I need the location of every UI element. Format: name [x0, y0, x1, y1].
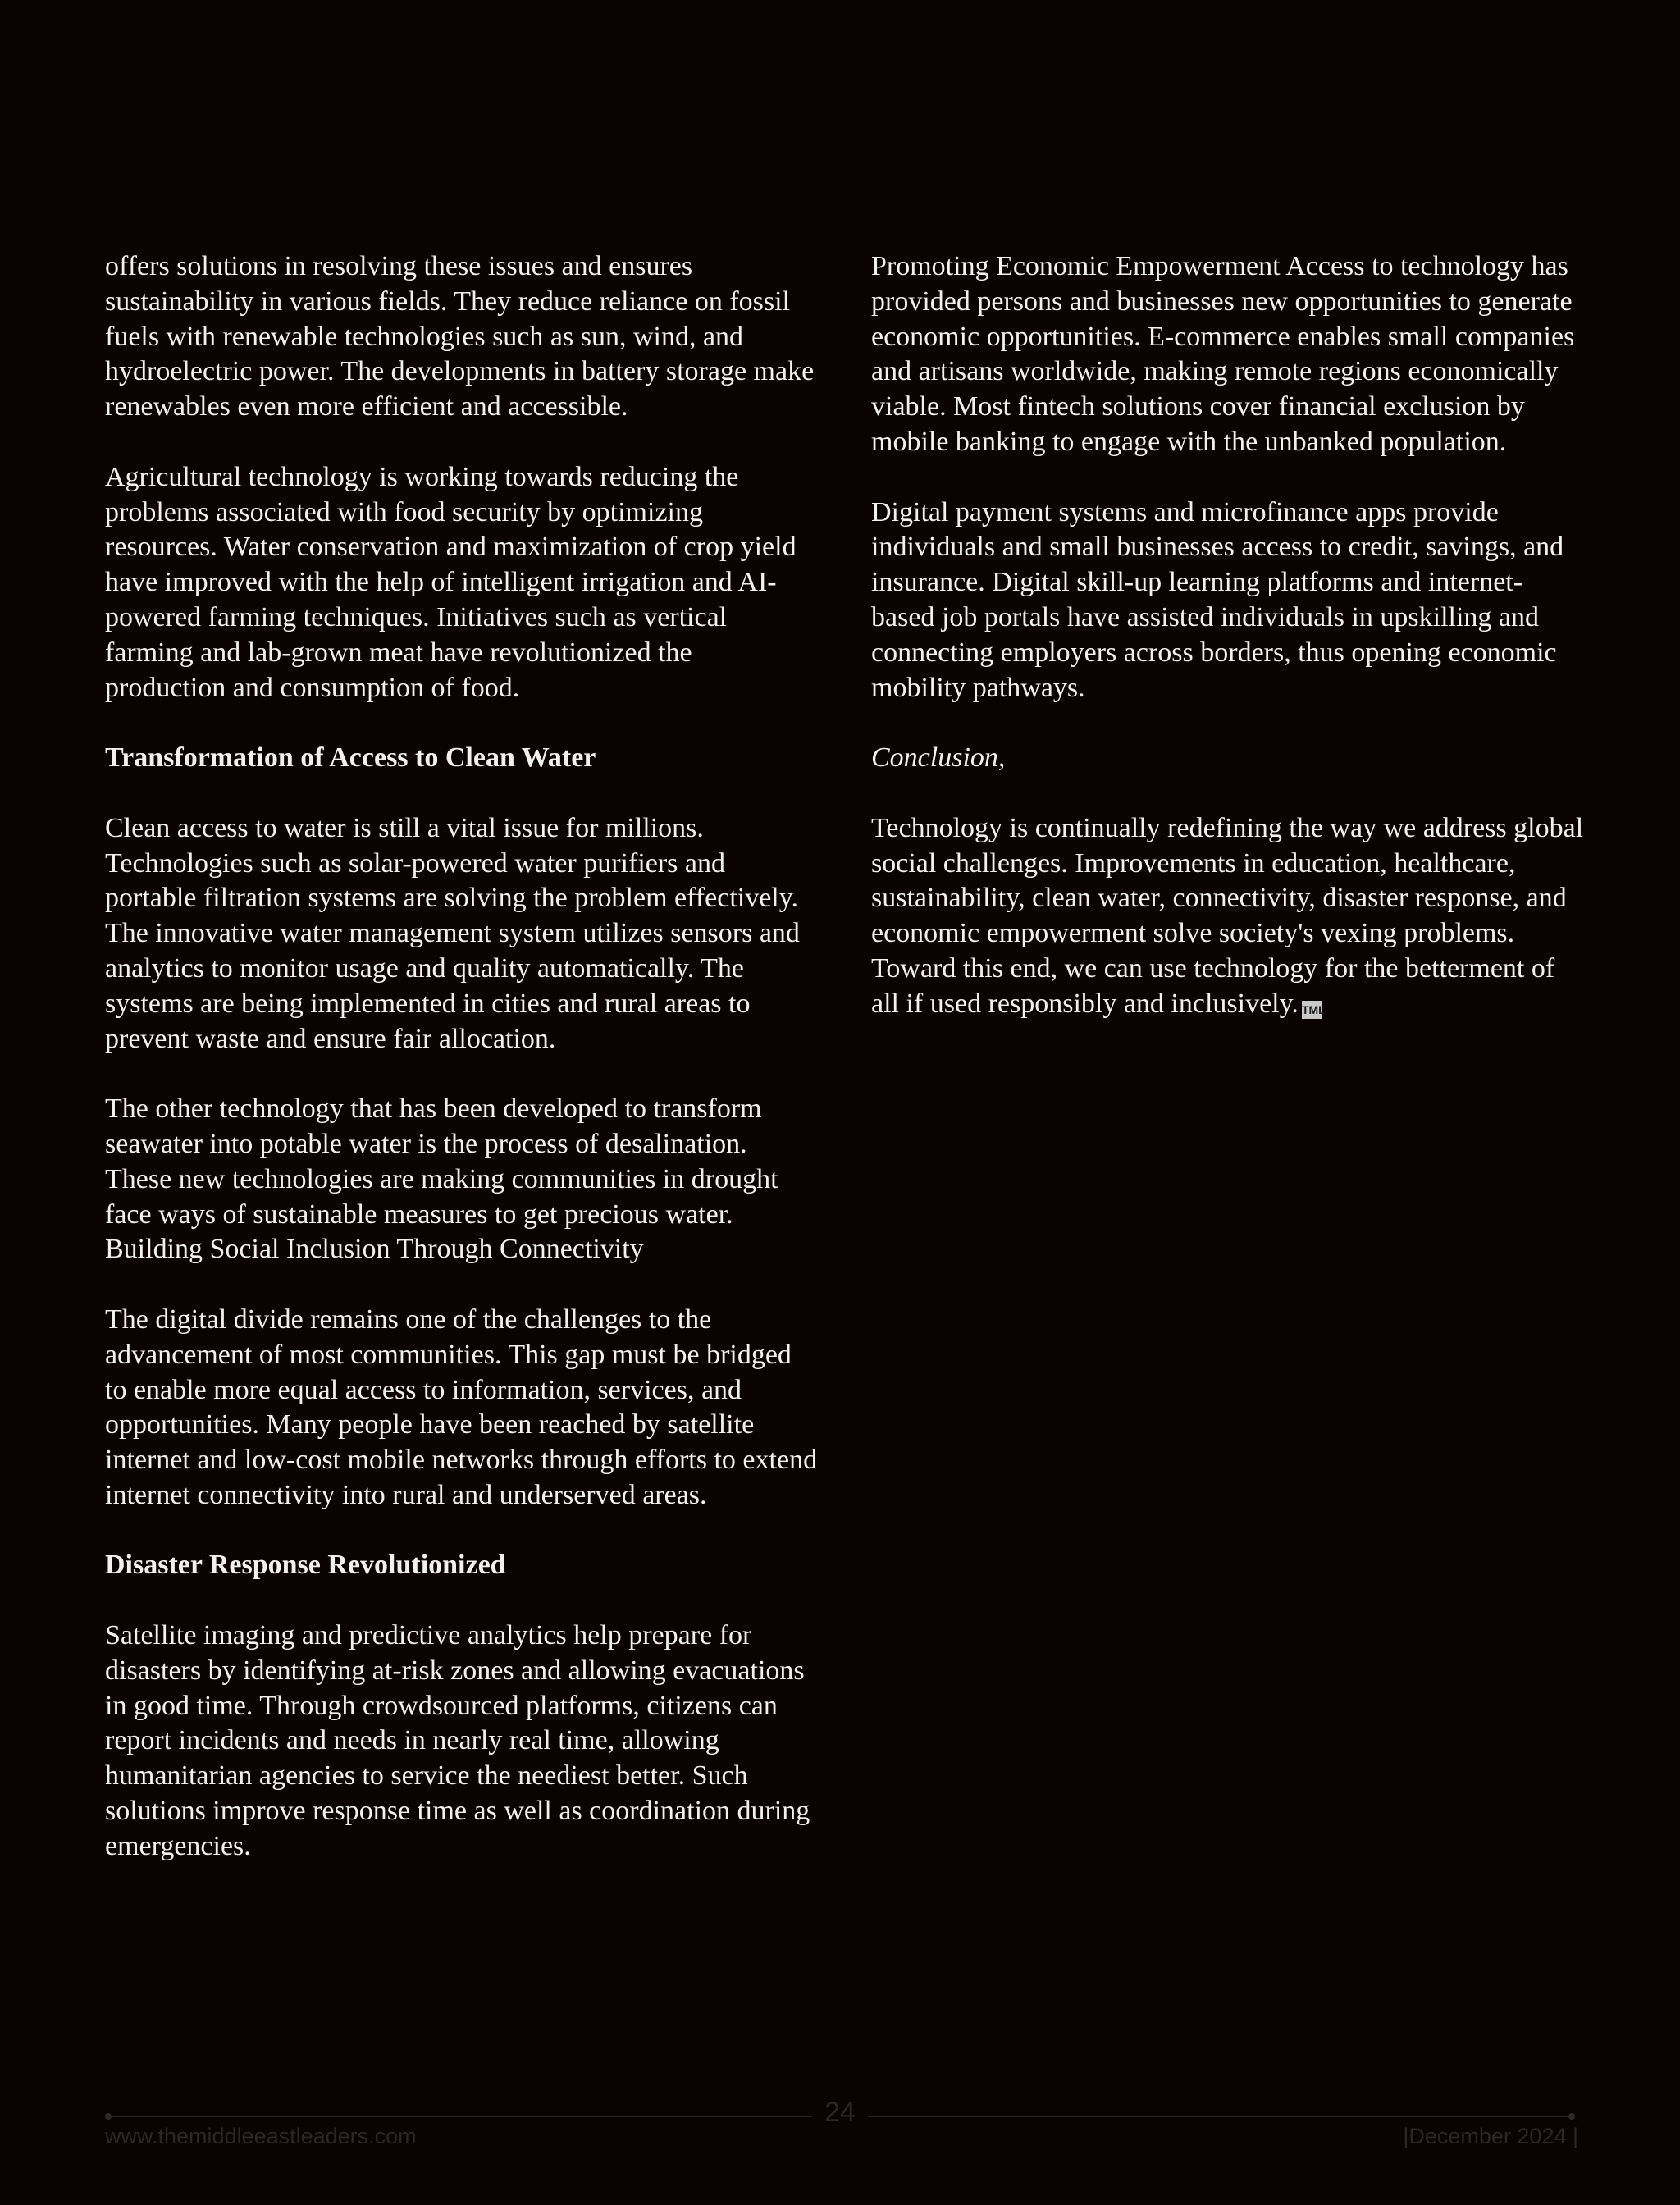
footer-rule-right — [868, 2116, 1573, 2117]
page-number: 24 — [824, 2097, 856, 2128]
end-of-article-icon: TML — [1302, 1001, 1322, 1019]
right-column — [871, 249, 1585, 1057]
body-paragraph: offers solutions in resolving these issues and ensures sustainability in various fields. They reduce reliance on fossil fuels with renewable technologies such as sun, wind, and hydroelectric power. The developments in battery storage make renewables even more efficient and accessible. — [105, 251, 815, 422]
footer-dot-left — [105, 2113, 112, 2120]
body-paragraph: The other technology that has been developed to transform seawater into potable water is the process of desalination. These new technologies are making communities in drought face ways of sustainable measures to get precious water. — [105, 1093, 778, 1230]
left-column — [105, 249, 819, 1899]
footer-rule-left — [107, 2116, 812, 2117]
footer-dot-right — [1568, 2113, 1575, 2120]
body-paragraph: Digital payment systems and microfinance apps provide individuals and small businesses access to credit, savings, and insurance. Digital skill-up learning platforms and internet-based job portals have assisted individuals in upskilling and connecting employers across borders, thus opening economic mobility pathways. — [871, 496, 1564, 703]
body-paragraph: Promoting Economic Empowerment Access to technology has provided persons and businesses new opportunities to generate economic opportunities. E-commerce enables small companies and artisans worldwide, making remote regions economically viable. Most fintech solutions cover financial exclusion by mobile banking to engage with the unbanked population. — [871, 251, 1575, 457]
conclusion-text: Technology is continually redefining the way we address global social challenges. Improvements in education, healthcare, sustainability, clean water, connectivity, disaster response, and economic empowerment solve society's vexing problems. Toward this end, we can use technology for the betterment of all if used responsibly and inclusively. — [871, 812, 1584, 1019]
footer-url: www.themiddleeastleaders.com — [105, 2124, 417, 2148]
body-paragraph: Satellite imaging and predictive analytics help prepare for disasters by identifying at-risk zones and allowing evacuations in good time. Through crowdsourced platforms, citizens can report incidents and needs in nearly real time, allowing humanitarian agencies to service the neediest better. Such solutions improve response time as well as coordination during emergencies. — [105, 1620, 810, 1861]
section-heading: Transformation of Access to Clean Water — [105, 742, 596, 774]
section-heading: Disaster Response Revolutionized — [105, 1550, 506, 1581]
body-paragraph: Agricultural technology is working towards reducing the problems associated with food security by optimizing resources. Water conservation and maximization of crop yield have improved with the help of intelligent irrigation and AI-powered farming techniques. Initiatives such as vertical farming and lab-grown meat have revolutionized the production and consumption of food. — [105, 461, 797, 703]
conclusion-label: Conclusion, — [871, 742, 1006, 774]
conclusion-paragraph — [871, 811, 1585, 1022]
section-subheading: Building Social Inclusion Through Connectivity — [105, 1234, 644, 1265]
body-paragraph: Clean access to water is still a vital issue for millions. Technologies such as solar-powered water purifiers and portable filtration systems are solving the problem effectively. The innovative water management system utilizes sensors and analytics to monitor usage and quality automatically. The systems are being implemented in cities and rural areas to prevent waste and ensure fair allocation. — [105, 812, 800, 1054]
body-paragraph: The digital divide remains one of the challenges to the advancement of most communities. This gap must be bridged to enable more equal access to information, services, and opportunities. Many people have been reached by satellite internet and low-cost mobile networks through efforts to extend internet connectivity into rural and underserved areas. — [105, 1303, 818, 1510]
footer-date: |December 2024 | — [1403, 2124, 1578, 2148]
